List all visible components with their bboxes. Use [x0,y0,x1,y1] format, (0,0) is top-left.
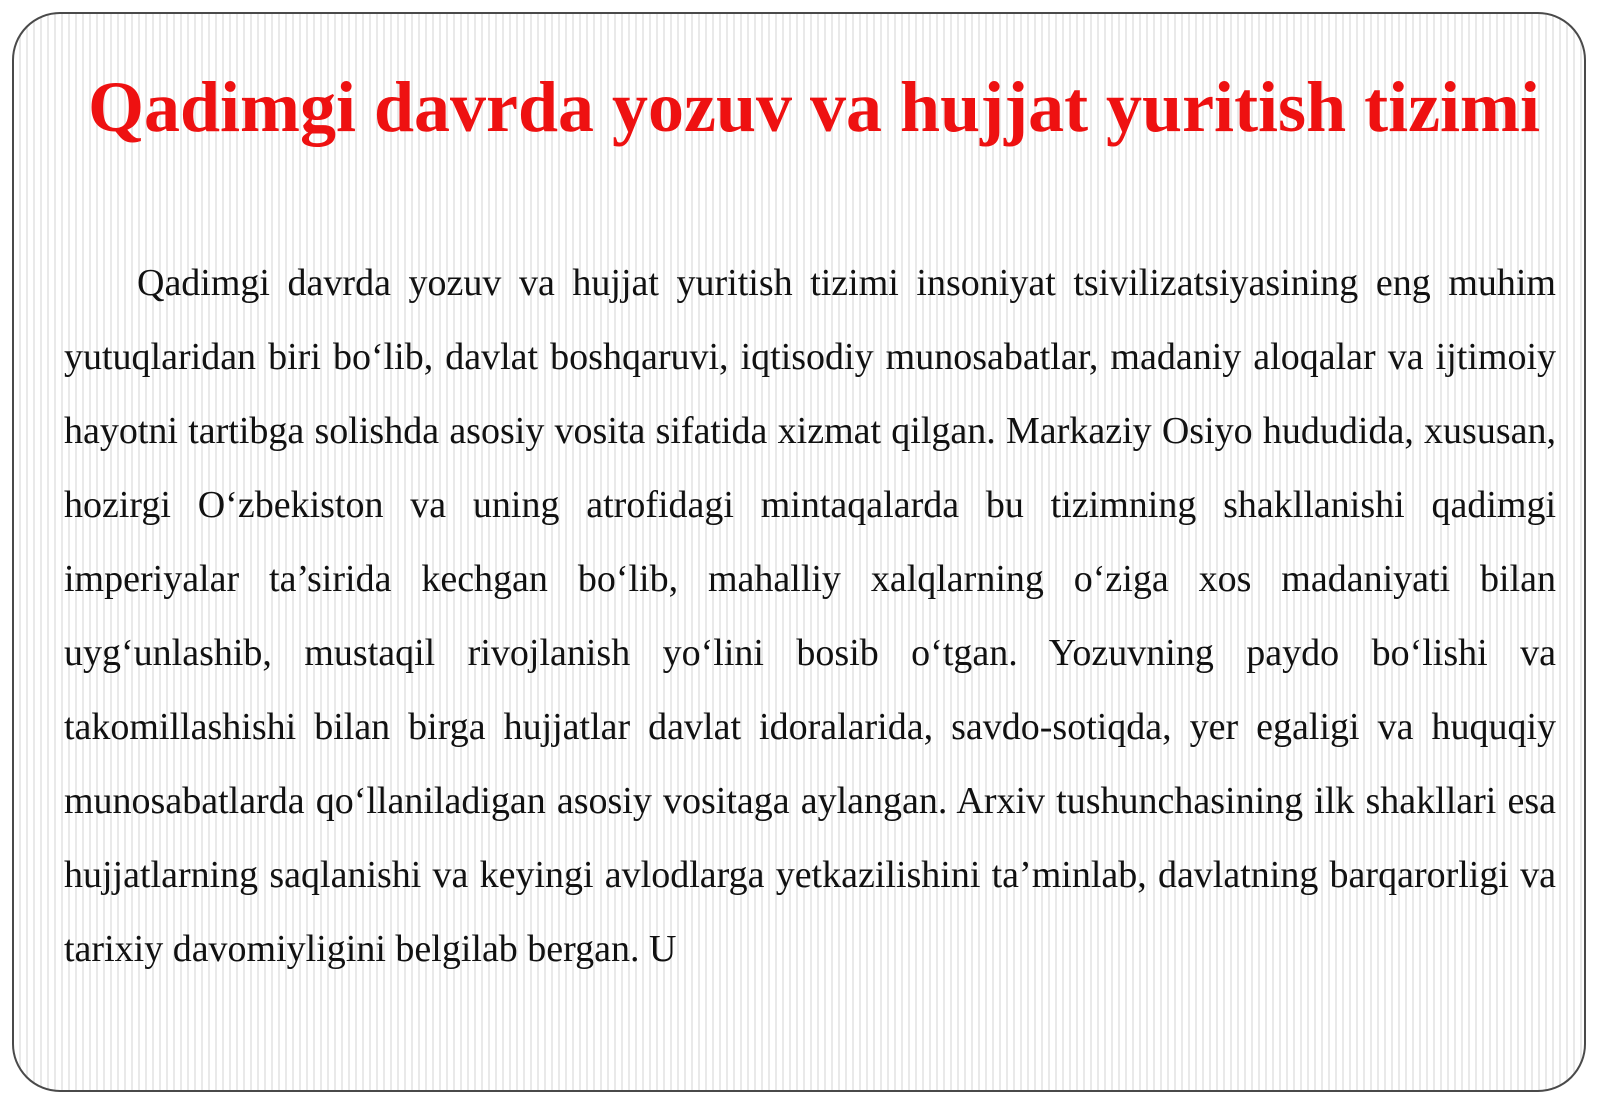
slide-body-text: Qadimgi davrda yozuv va hujjat yuritish tizimi insoniyat tsivilizatsiyasining eng muhim yutuqlaridan biri bo‘lib, davlat boshqaruvi, iqtisodiy munosabatlar, madaniy aloqalar va ijtimoiy hayotni tartibga solishda asosiy vosita sifatida xizmat qilgan. Markaziy Osiyo hududida, xususan, hozirgi O‘zbekiston va uning atrofidagi mintaqalarda bu tizimning shakllanishi qadimgi imperiyalar ta’sirida kechgan bo‘lib, mahalliy xalqlarning o‘ziga xos madaniyati bilan uyg‘unlashib, mustaqil rivojlanish yo‘lini bosib o‘tgan. Yozuvning paydo bo‘lishi va takomillashishi bilan birga hujjatlar davlat idoralarida, savdo-sotiqda, yer egaligi va huquqiy munosabatlarda qo‘llaniladigan asosiy vositaga aylangan. Arxiv tushunchasining ilk shakllari esa hujjatlarning saqlanishi va keyingi avlodlarga yetkazilishini ta’minlab, davlatning barqarorligi va tarixiy davomiyligini belgilab bergan. U [64,262,1556,970]
slide-frame [12,12,1586,1092]
slide-title: Qadimgi davrda yozuv va hujjat yuritish tizimi [87,67,1541,147]
